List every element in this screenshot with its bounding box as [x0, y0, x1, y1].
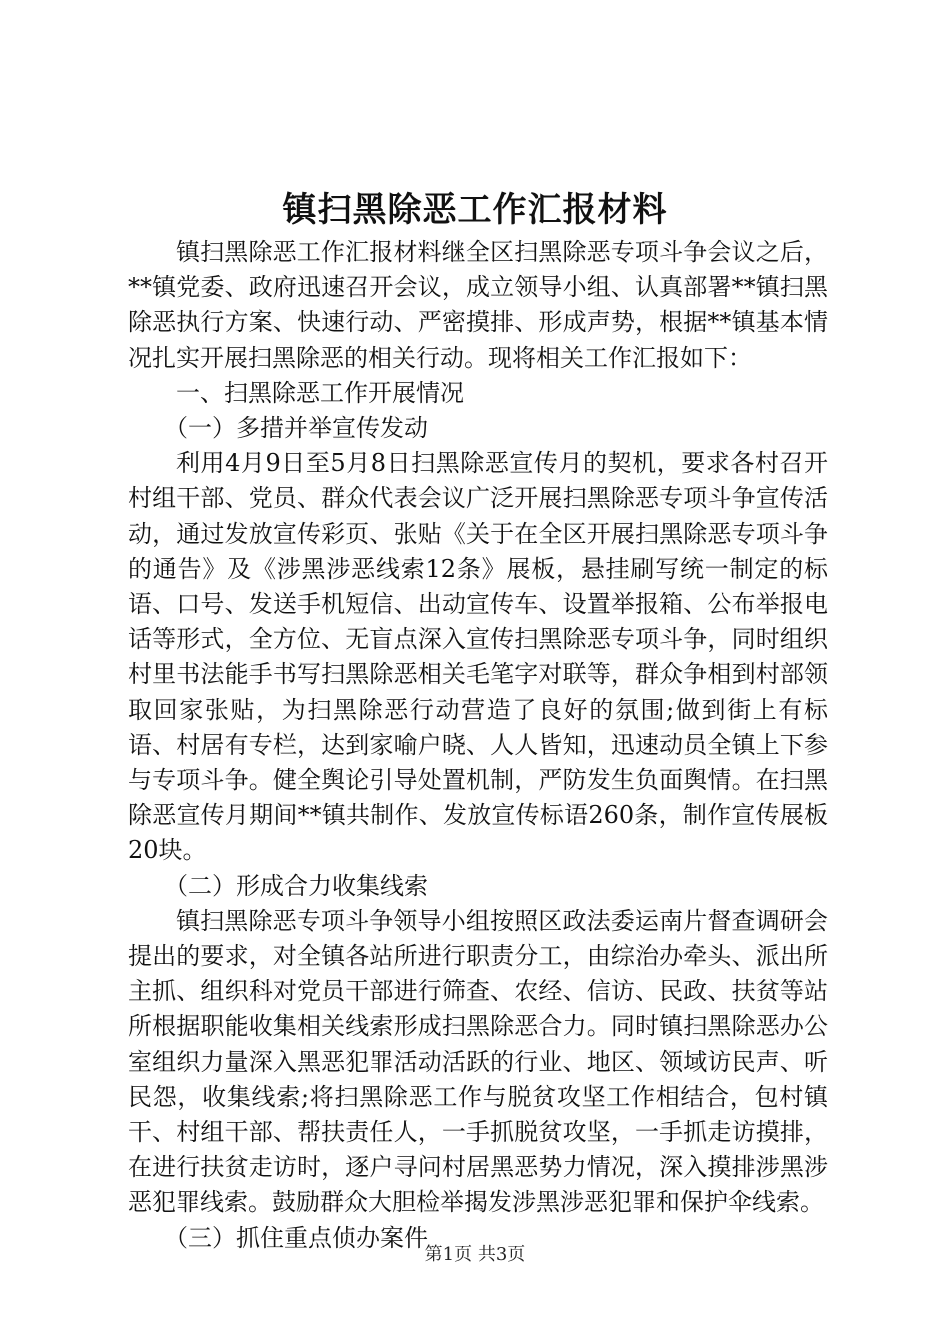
subsection-heading-2: （二）形成合力收集线索 — [164, 871, 428, 900]
intro-paragraph: 镇扫黑除恶工作汇报材料继全区扫黑除恶专项斗争会议之后，**镇党委、政府迅速召开会议，成立领导小组、认真部署**镇扫黑除恶执行方案、快速行动、严密摸排、形成声势，根据**镇基本情况扎实开展扫黑除恶的相关行动。现将相关工作汇报如下： — [128, 238, 828, 372]
page-number-footer: 第1页 共3页 — [424, 1244, 526, 1265]
subsection-paragraph-1: 利用4月9日至5月8日扫黑除恶宣传月的契机，要求各村召开村组干部、党员、群众代表会议广泛开展扫黑除恶专项斗争宣传活动，通过发放宣传彩页、张贴《关于在全区开展扫黑除恶专项斗争的通告》及《涉黑涉恶线索12条》展板，悬挂刷写统一制定的标语、口号、发送手机短信、出动宣传车、设置举报箱、公布举报电话等形式，全方位、无盲点深入宣传扫黑除恶专项斗争，同时组织村里书法能手书写扫黑除恶相关毛笔字对联等，群众争相到村部领取回家张贴，为扫黑除恶行动营造了良好的氛围;做到街上有标语、村居有专栏，达到家喻户晓、人人皆知，迅速动员全镇上下参与专项斗争。健全舆论引导处置机制，严防发生负面舆情。在扫黑除恶宣传月期间**镇共制作、发放宣传标语260条，制作宣传展板20块。 — [128, 449, 828, 865]
document-title: 镇扫黑除恶工作汇报材料 — [282, 190, 668, 230]
section-heading-1: 一、扫黑除恶工作开展情况 — [176, 378, 464, 407]
subsection-paragraph-2: 镇扫黑除恶专项斗争领导小组按照区政法委运南片督查调研会提出的要求，对全镇各站所进行职责分工，由综治办牵头、派出所主抓、组织科对党员干部进行筛查、农经、信访、民政、扶贫等站所根据职能收集相关线索形成扫黑除恶合力。同时镇扫黑除恶办公室组织力量深入黑恶犯罪活动活跃的行业、地区、领域访民声、听民怨，收集线索;将扫黑除恶工作与脱贫攻坚工作相结合，包村镇干、村组干部、帮扶责任人，一手抓脱贫攻坚，一手抓走访摸排，在进行扶贫走访时，逐户寻问村居黑恶势力情况，深入摸排涉黑涉恶犯罪线索。鼓励群众大胆检举揭发涉黑涉恶犯罪和保护伞线索。 — [128, 906, 828, 1217]
subsection-heading-1: （一）多措并举宣传发动 — [164, 414, 428, 443]
subsection-heading-3: （三）抓住重点侦办案件 — [164, 1223, 428, 1252]
document-body — [128, 235, 828, 1256]
